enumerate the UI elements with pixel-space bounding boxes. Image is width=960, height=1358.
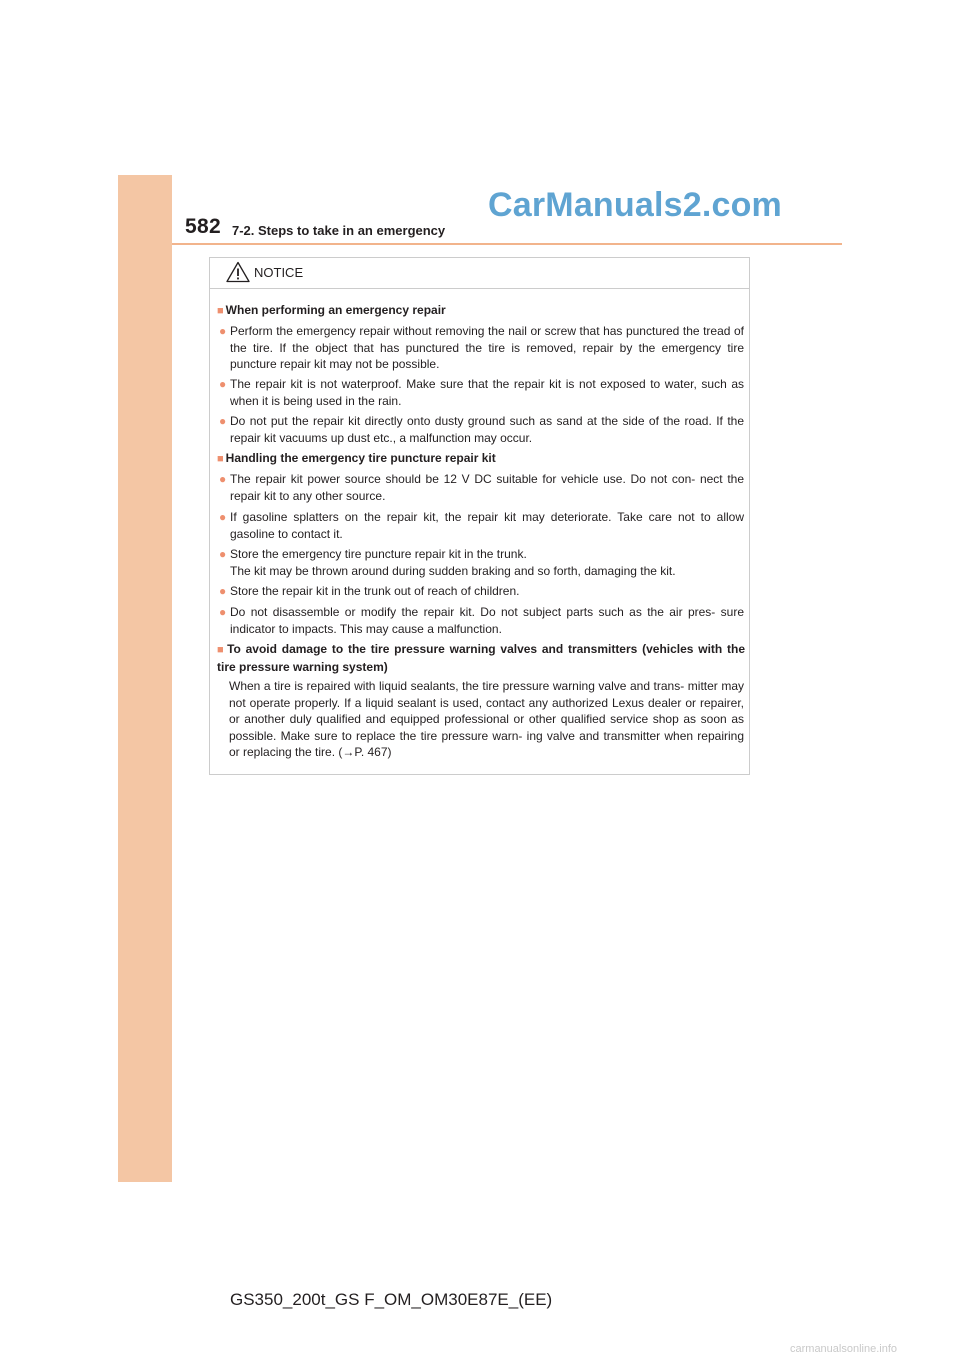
site-watermark: CarManuals2.com [488,186,782,224]
list-item-text: The repair kit power source should be 12 V DC suitable for vehicle use. Do not con- nect the repair kit to any other source. [230,472,744,503]
section-heading-text: Handling the emergency tire puncture repair kit [225,451,496,465]
section-heading [217,450,745,468]
list-item-text: Do not disassemble or modify the repair kit. Do not subject parts such as the air pres- sure indicator to impacts. This may cause a malfunction. [230,605,744,636]
square-bullet-icon: ■ [217,453,224,465]
section-heading [217,641,745,675]
circle-bullet-icon: ● [219,605,227,619]
circle-bullet-icon: ● [219,414,227,428]
circle-bullet-icon: ● [219,584,227,598]
list-item-text: Store the repair kit in the trunk out of reach of children. [230,584,520,598]
section-heading [217,302,745,320]
notice-header [210,258,749,289]
circle-bullet-icon: ● [219,377,227,391]
list-item [219,583,744,600]
footer-document-code: GS350_200t_GS F_OM_OM30E87E_(EE) [230,1290,553,1309]
circle-bullet-icon: ● [219,547,227,561]
circle-bullet-icon: ● [219,324,227,338]
square-bullet-icon: ■ [217,305,224,317]
section-paragraph: When a tire is repaired with liquid sealants, the tire pressure warning valve and trans- mitter may not operate properly. If a liquid sealant is used, contact any authorized Lexus dealer or repairer, or another duly qualified and equipped professional or other qualified service shop as soon as possible. Make sure to replace the tire pressure warn- ing valve and transmitter when repairing or replacing the tire. (→P. 467) [229,679,744,759]
notice-label: NOTICE [254,265,304,280]
list-item [219,323,744,373]
circle-bullet-icon: ● [219,510,227,524]
list-item-text: If gasoline splatters on the repair kit, the repair kit may deteriorate. Take care not to allow gasoline to contact it. [230,510,744,541]
list-item-text: Store the emergency tire puncture repair kit in the trunk. [230,547,527,561]
list-item-text: The repair kit is not waterproof. Make sure that the repair kit is not exposed to water, such as when it is being used in the rain. [230,377,744,408]
page-number: 582 [185,215,221,238]
list-item [219,413,744,446]
list-item-text-line2: The kit may be thrown around during sudden braking and so forth, damaging the kit. [230,563,676,578]
chapter-sidebar-tab [118,175,172,1182]
section-heading-text: When performing an emergency repair [225,303,446,317]
footer-watermark: carmanualsonline.info [790,1343,898,1355]
notice-box [209,257,750,775]
list-item [219,604,744,637]
warning-triangle-icon [226,261,250,283]
list-item-text: Do not put the repair kit directly onto dusty ground such as sand at the side of the road. If the repair kit vacuums up dust etc., a malfunction may occur. [230,414,744,445]
section-heading-text: To avoid damage to the tire pressure warning valves and transmitters (vehicles with the tire pressure warning system) [217,642,745,674]
section-title: 7-2. Steps to take in an emergency [232,223,446,238]
list-item [219,509,744,542]
list-item [219,471,744,504]
list-item [219,546,744,579]
list-item [219,376,744,409]
square-bullet-icon: ■ [217,644,226,656]
header-rule [172,243,842,245]
circle-bullet-icon: ● [219,472,227,486]
list-item-text: Perform the emergency repair without removing the nail or screw that has punctured the tread of the tire. If the object that has punctured the tire is removed, repair by the emergency tire puncture repair kit may not be possible. [230,324,744,371]
